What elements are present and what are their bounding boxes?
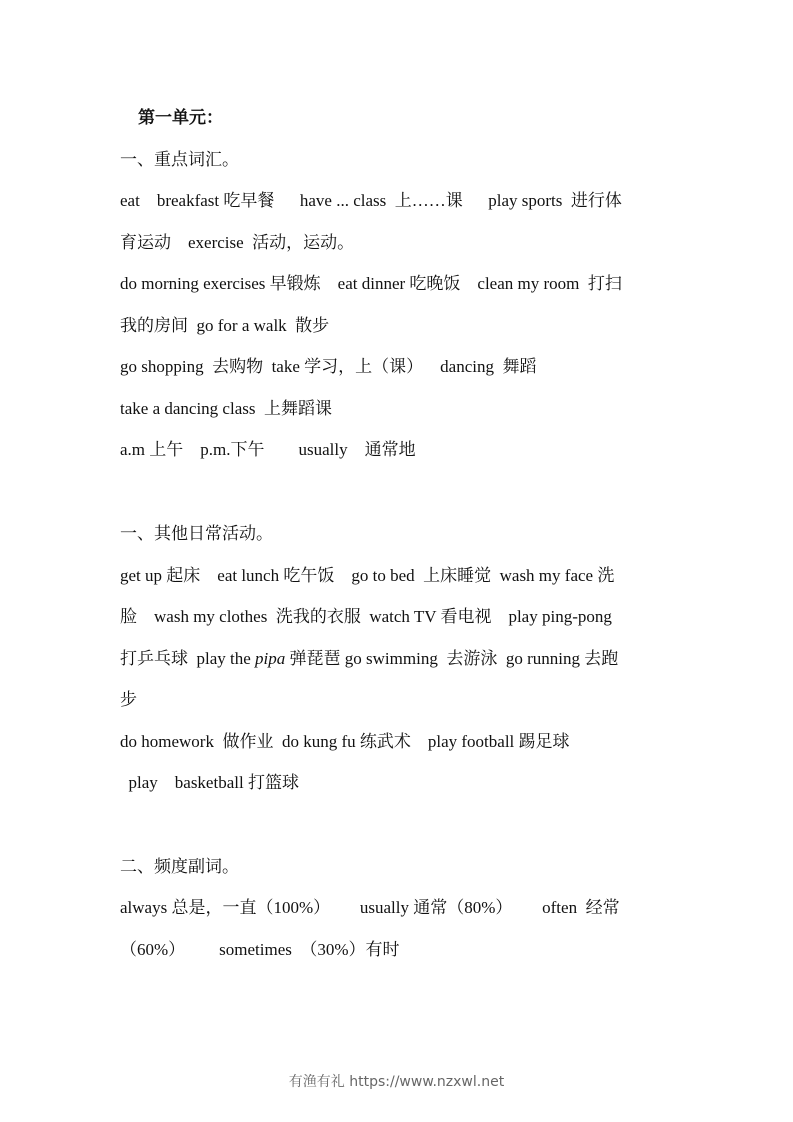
pipa-italic: pipa <box>255 649 286 668</box>
vocab-line: 育运动 exercise 活动，运动。 <box>120 233 355 252</box>
adverb-line: always 总是，一直（100%） usually 通常（80%） often 经常 <box>120 898 620 917</box>
adverb-line: （60%） sometimes （30%）有时 <box>120 940 400 959</box>
vocab-line: a.m 上午 p.m.下午 usually 通常地 <box>120 440 416 459</box>
activity-line: get up 起床 eat lunch 吃午饭 go to bed 上床睡觉 wash my face 洗 <box>120 566 615 585</box>
activity-line-pipa <box>120 649 618 669</box>
pipa-before: 打乒乓球 play the <box>120 649 256 668</box>
activity-line: 脸 wash my clothes 洗我的衣服 watch TV 看电视 play ping-pong <box>120 607 612 626</box>
unit-title: 第一单元： <box>138 108 223 127</box>
activity-line: 步 <box>120 690 137 709</box>
section-heading-daily-activities: 一、其他日常活动。 <box>120 524 273 543</box>
pipa-after: 弹琵琶 go swimming 去游泳 go running 去跑 <box>285 649 619 668</box>
section-heading-frequency-adverbs: 二、频度副词。 <box>120 857 239 876</box>
activity-line: do homework 做作业 do kung fu 练武术 play football 踢足球 <box>120 732 570 751</box>
section-heading-key-vocabulary: 一、重点词汇。 <box>120 150 239 169</box>
vocab-line: take a dancing class 上舞蹈课 <box>120 399 332 418</box>
vocab-line: do morning exercises 早锻炼 eat dinner 吃晚饭 clean my room 打扫 <box>120 274 622 293</box>
vocab-line: eat breakfast 吃早餐 have ... class 上……课 play sports 进行体 <box>120 191 622 210</box>
vocab-line: 我的房间 go for a walk 散步 <box>120 316 330 335</box>
vocab-line: go shopping 去购物 take 学习，上（课） dancing 舞蹈 <box>120 357 537 376</box>
footer-watermark: 有渔有礼 https://www.nzxwl.net <box>288 1074 505 1090</box>
activity-line: play basketball 打篮球 <box>120 773 299 792</box>
